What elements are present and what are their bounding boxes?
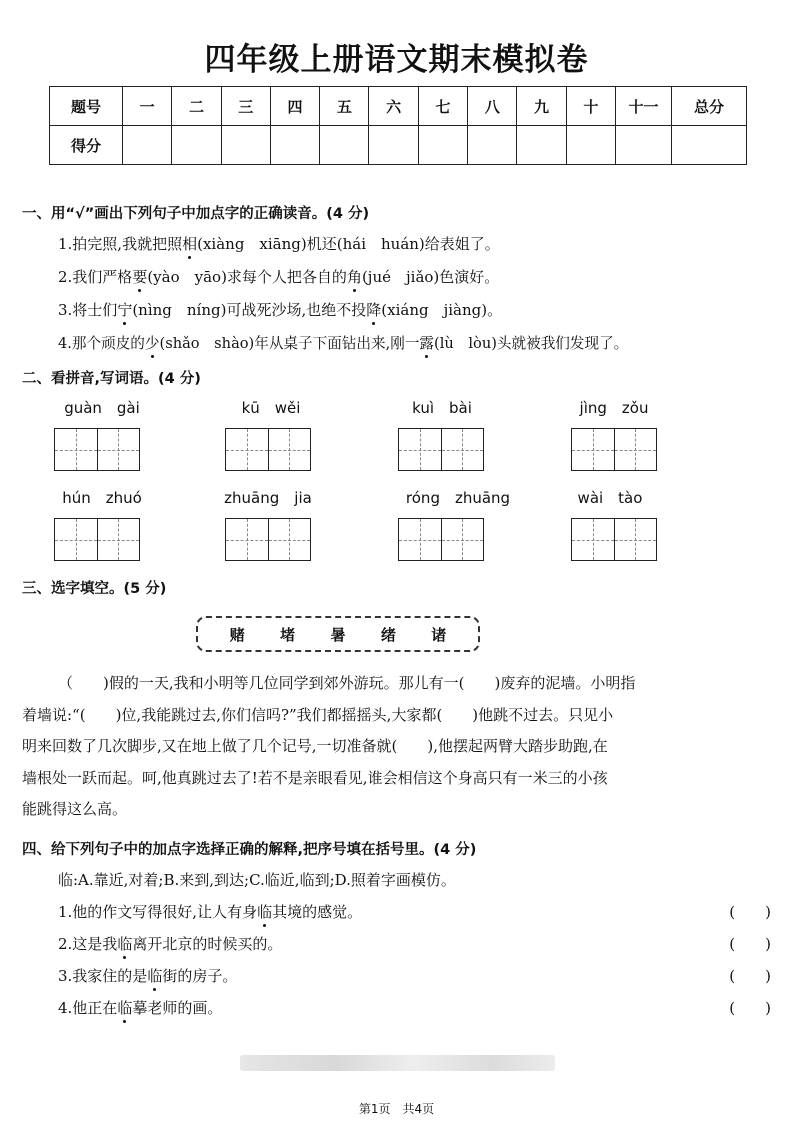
section3-heading: 三、选字填空。(5 分) [22,581,167,597]
word-choice: 诸 [431,625,447,644]
passage-line: 明来回数了几次脚步,又在地上做了几个记号,一切准备就( ),他摆起两臂大踏步助跑,在 [22,737,608,755]
word-choice: 绪 [380,625,396,644]
text: (nìng níng)可战死沙场,也绝不投 [132,301,367,319]
page-footer: 第1页 共4页 [358,1102,435,1116]
dotted-char: 要 [132,268,148,286]
score-table-col: 二 [172,87,221,126]
blurred-watermark [240,1055,555,1071]
passage-line: 能跳得这么高。 [22,800,128,818]
score-table-col: 九 [517,87,566,126]
section4-item-3 [58,965,237,986]
writing-grid[interactable] [54,518,140,561]
section3-passage [22,668,774,826]
text: 4.他正在 [58,999,118,1017]
writing-cell[interactable] [55,429,97,470]
score-cell[interactable] [320,126,369,165]
score-cell[interactable] [221,126,270,165]
score-cell[interactable] [566,126,615,165]
pinyin-label: guàn gài [64,399,140,417]
writing-cell[interactable] [614,519,657,560]
dotted-char: 临 [147,967,163,985]
writing-grid[interactable] [54,428,140,471]
writing-cell[interactable] [572,429,614,470]
section4-item-2 [58,933,282,954]
passage-line: 着墙说:“( )位,我能跳过去,你们信吗?”我们都摇摇头,大家都( )他跳不过去。只见小 [22,705,614,724]
passage-line: （ )假的一天,我和小明等几位同学到郊外游玩。那儿有一( )废弃的泥墙。小明指 [58,674,636,692]
pinyin-label: róng zhuāng [405,489,511,507]
section4-heading: 四、给下列句子中的加点字选择正确的解释,把序号填在括号里。(4 分) [22,842,477,858]
text: 4.那个顽皮的 [58,335,145,352]
score-table-col: 八 [468,87,517,126]
score-cell[interactable] [418,126,467,165]
pinyin-label: zhuāng jia [224,489,312,507]
score-cell[interactable] [468,126,517,165]
text: 离开北京的时候买的。 [132,935,283,953]
text: 1.他的作文写得很好,让人有身 [58,903,258,921]
answer-paren[interactable]: ( ) [729,967,771,985]
dotted-char: 角 [346,268,362,286]
score-table [49,86,747,165]
pinyin-label: kū wěi [241,399,301,417]
writing-cell[interactable] [268,429,311,470]
writing-cell[interactable] [268,519,311,560]
dotted-char: 宁 [117,301,133,319]
section1-item-3 [58,299,502,320]
writing-cell[interactable] [441,519,484,560]
text: 2.这是我 [58,935,118,953]
score-table-header-row [50,87,747,126]
text: 街的房子。 [162,967,238,985]
writing-grid[interactable] [398,518,484,561]
score-cell[interactable] [123,126,172,165]
score-table-score-row [50,126,747,165]
writing-cell[interactable] [399,429,441,470]
writing-cell[interactable] [614,429,657,470]
writing-cell[interactable] [441,429,484,470]
dotted-char: 少 [145,332,160,353]
text: (yào yāo)求每个人把各自的 [147,268,347,286]
writing-cell[interactable] [55,519,97,560]
dotted-char: 降 [366,301,382,319]
writing-cell[interactable] [399,519,441,560]
answer-paren[interactable]: ( ) [729,935,771,953]
text: (lù lòu)头就被我们发现了。 [434,335,629,352]
text: 1.拍完照,我就把照 [58,235,183,253]
dotted-char: 露 [419,332,434,353]
score-table-col: 七 [418,87,467,126]
text: 3.将士们 [58,301,118,319]
pinyin-label: kuì bài [412,399,472,417]
dotted-char: 临 [117,935,133,953]
score-table-col: 六 [369,87,418,126]
passage-line: 墙根处一跃而起。呵,他真跳过去了!若不是亲眼看见,谁会相信这个身高只有一米三的小孩 [22,768,608,787]
writing-cell[interactable] [97,429,140,470]
writing-grid[interactable] [398,428,484,471]
section1-item-4 [58,332,628,353]
answer-paren[interactable]: ( ) [729,903,771,921]
score-cell-total[interactable] [672,126,747,165]
text: 3.我家住的是 [58,967,148,985]
text: (shǎo shào)年从桌子下面钻出来,刚一 [159,335,420,352]
word-choice-box [196,616,480,652]
section4-options: 临:A.靠近,对着;B.来到,到达;C.临近,临到;D.照着字画模仿。 [58,871,456,889]
text: (jué jiǎo)色演好。 [361,268,500,286]
score-table-score-label: 得分 [50,126,123,165]
pinyin-label: wài tào [577,489,643,507]
score-table-col: 一 [123,87,172,126]
score-cell[interactable] [369,126,418,165]
section4-item-4 [58,997,222,1018]
score-cell[interactable] [270,126,319,165]
dotted-char: 相 [182,235,198,253]
section4-item-1 [58,901,362,922]
score-table-total-col: 总分 [672,87,747,126]
word-choice: 堵 [280,625,296,644]
text: 其境的感觉。 [272,903,363,921]
word-choice: 赌 [229,625,245,644]
section1-item-2 [58,266,499,287]
writing-grid[interactable] [225,428,311,471]
score-table-col: 四 [270,87,319,126]
text: (xiáng jiàng)。 [381,301,503,319]
writing-grid[interactable] [571,428,657,471]
score-table-col: 三 [221,87,270,126]
text: 2.我们严格 [58,268,133,286]
word-choice: 暑 [330,625,346,644]
pinyin-label: jìng zǒu [579,399,649,417]
dotted-char: 临 [117,999,133,1017]
score-cell[interactable] [517,126,566,165]
writing-grid[interactable] [225,518,311,561]
section1-item-1 [58,233,500,254]
writing-cell[interactable] [572,519,614,560]
section1-heading: 一、用“√”画出下列句子中加点字的正确读音。(4 分) [22,206,370,222]
score-table-col: 十一 [616,87,672,126]
score-table-col: 五 [320,87,369,126]
writing-cell[interactable] [226,429,268,470]
writing-grid[interactable] [571,518,657,561]
text: 摹老师的画。 [132,999,223,1017]
score-cell[interactable] [616,126,672,165]
writing-cell[interactable] [97,519,140,560]
writing-cell[interactable] [226,519,268,560]
pinyin-label: hún zhuó [62,489,142,507]
section2-heading: 二、看拼音,写词语。(4 分) [22,371,201,387]
page-title: 四年级上册语文期末模拟卷 [204,42,589,78]
dotted-char: 临 [257,903,273,921]
text: (xiàng xiāng)机还(hái huán)给表姐了。 [197,235,500,253]
score-cell[interactable] [172,126,221,165]
score-table-col: 十 [566,87,615,126]
answer-paren[interactable]: ( ) [729,999,771,1017]
score-table-header-label: 题号 [50,87,123,126]
